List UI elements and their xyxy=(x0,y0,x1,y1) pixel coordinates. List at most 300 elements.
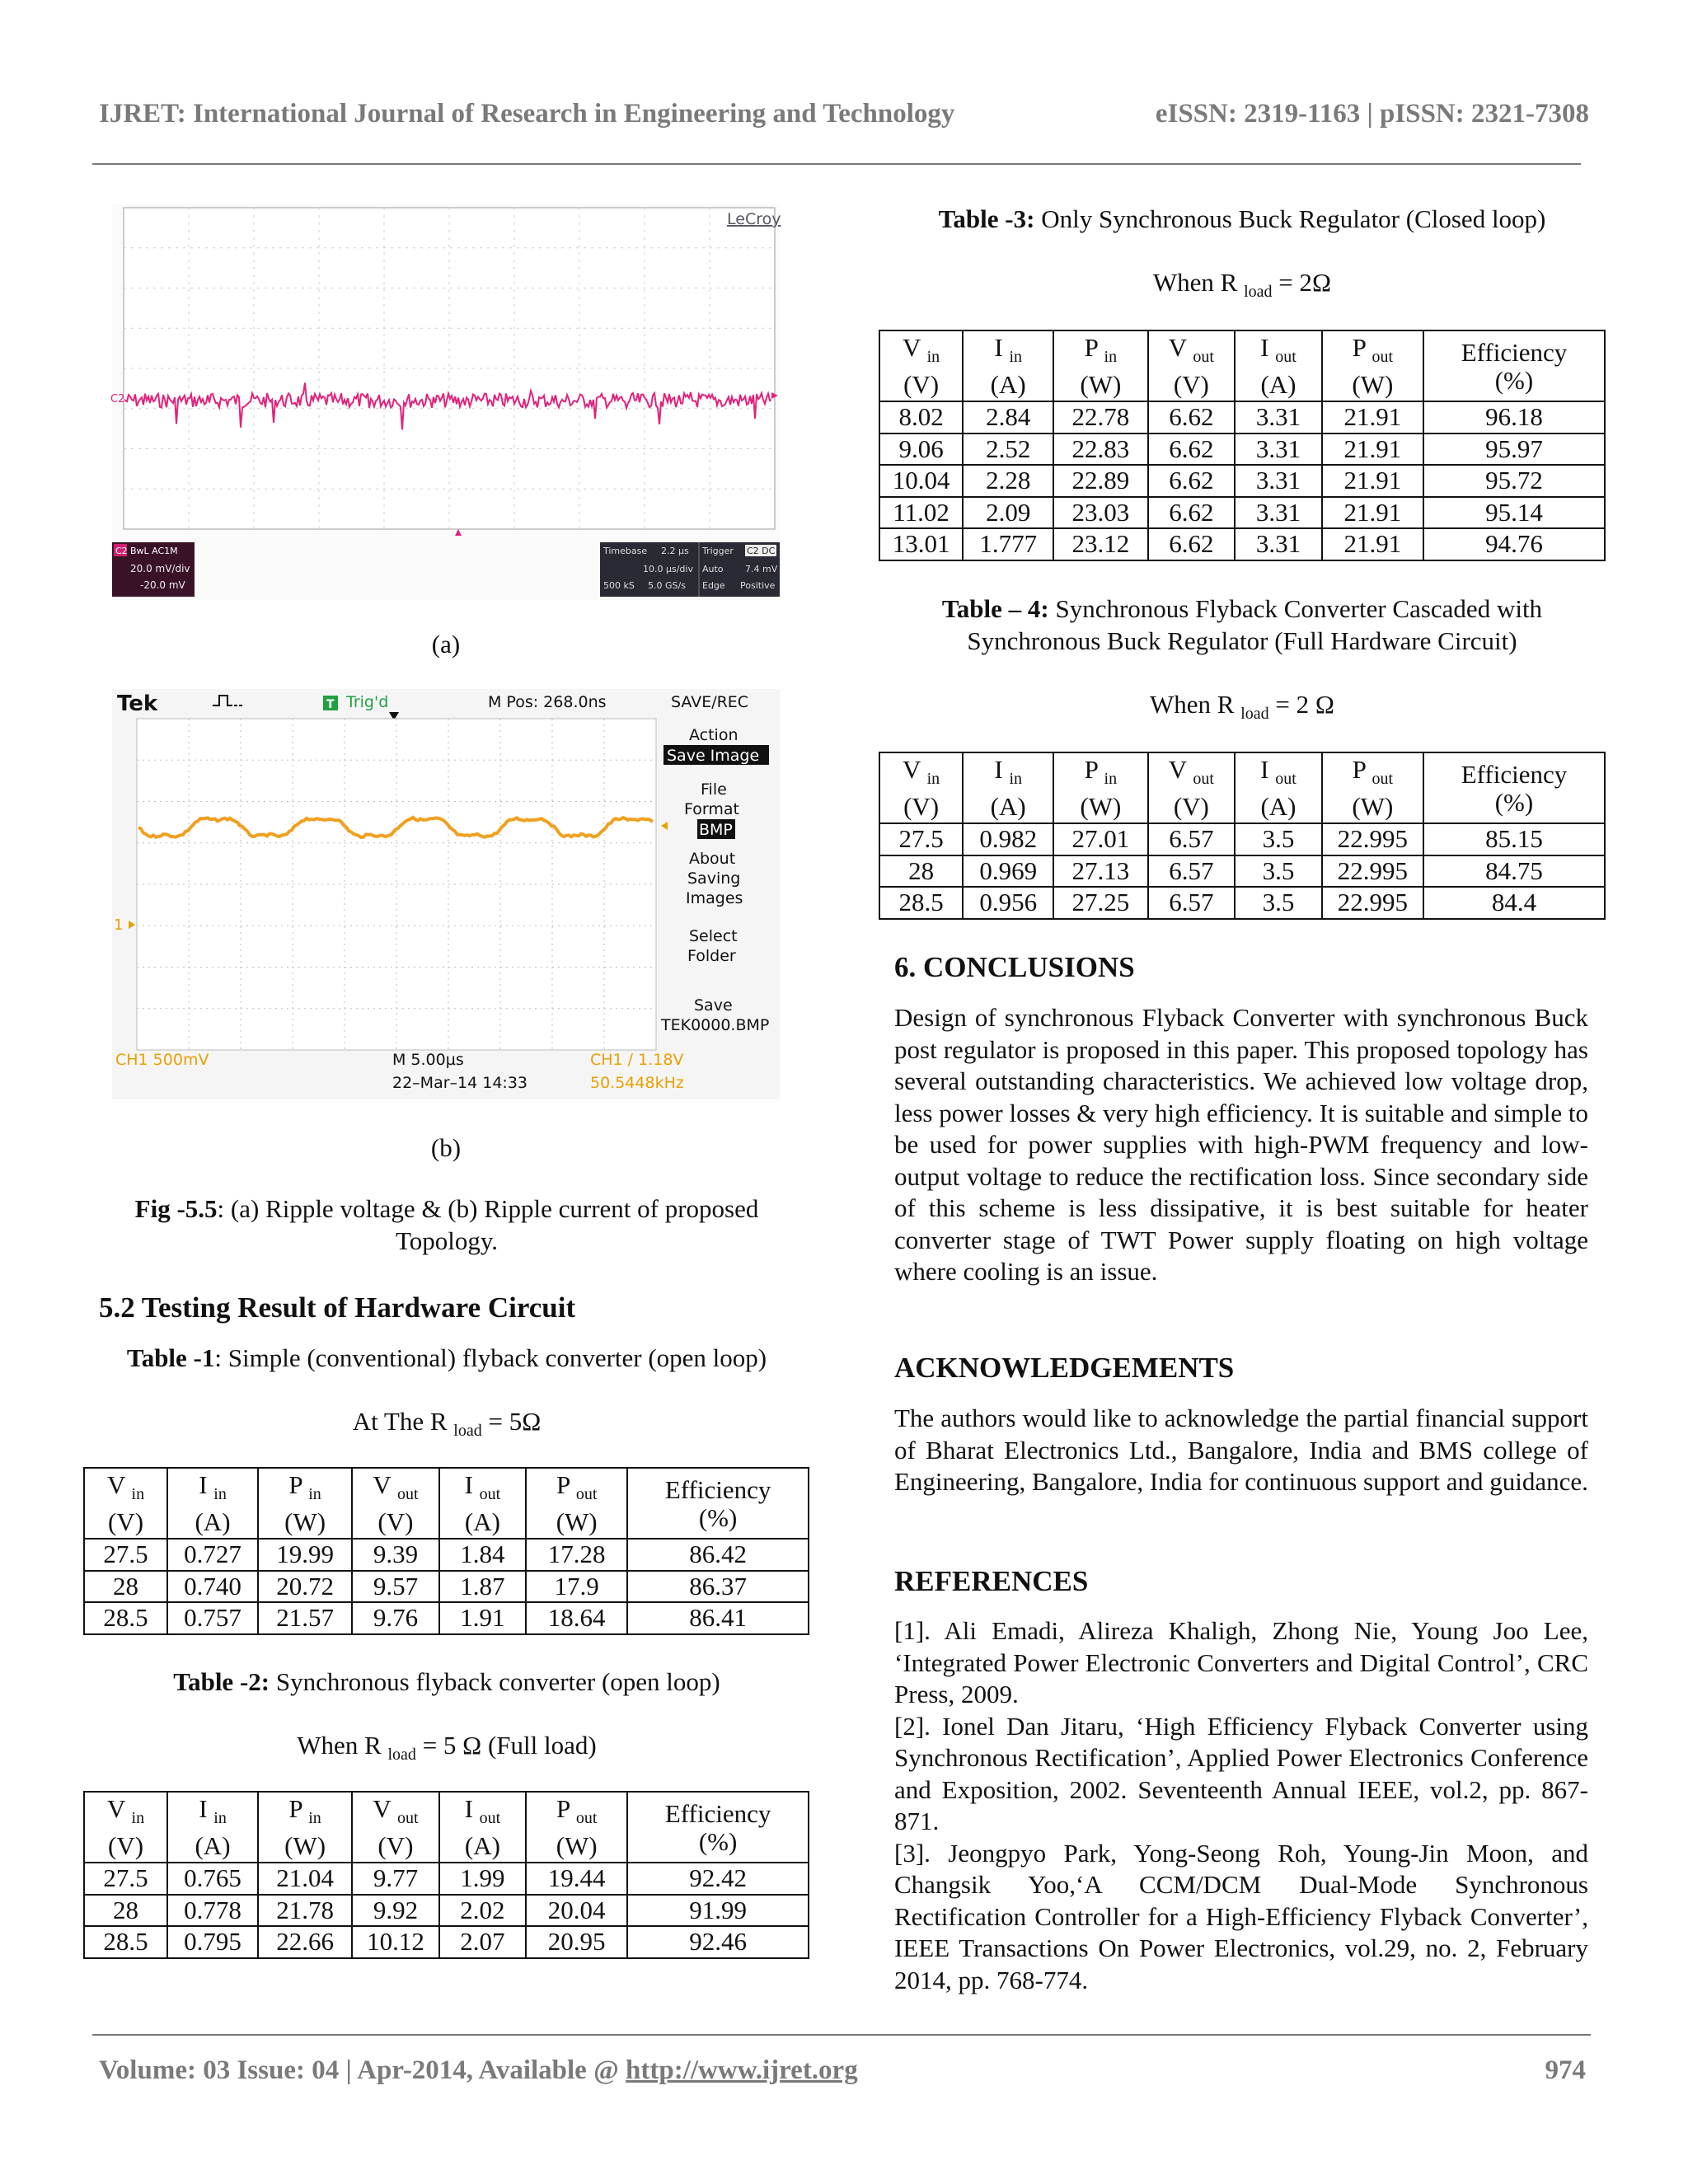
table-cell: 9.39 xyxy=(352,1539,438,1571)
table3-load-sub: load xyxy=(1244,283,1273,302)
table-cell: 6.62 xyxy=(1148,497,1236,529)
header-subscript: in xyxy=(926,770,940,789)
header-unit: (A) xyxy=(1260,370,1296,400)
header-symbol: V xyxy=(106,1794,125,1823)
references-list xyxy=(894,1615,1588,1996)
table-cell: 22.995 xyxy=(1322,823,1423,855)
table-cell: 9.77 xyxy=(352,1863,438,1895)
scope-b-screenshot xyxy=(112,689,780,1099)
table-cell: 1.99 xyxy=(439,1863,526,1895)
table-cell: 1.87 xyxy=(439,1571,526,1603)
scope-a-timebase-label: Timebase xyxy=(603,546,648,556)
trigger-arrow-icon xyxy=(455,529,462,536)
header-symbol: V xyxy=(373,1794,392,1823)
header-subscript: in xyxy=(1009,348,1022,367)
header-unit: (W) xyxy=(1352,792,1394,822)
header-unit: (W) xyxy=(284,1831,326,1861)
table3-caption xyxy=(879,204,1606,236)
header-subscript: in xyxy=(131,1809,145,1828)
table-cell: 27.13 xyxy=(1053,855,1147,888)
table-header-cell xyxy=(258,1792,352,1863)
table2-load-sub: load xyxy=(387,1746,416,1765)
header-subscript: in xyxy=(131,1485,145,1504)
table-header-cell xyxy=(1148,330,1236,401)
table1-load-prefix: At The R xyxy=(352,1407,448,1436)
table-cell: 22.66 xyxy=(258,1926,352,1958)
header-unit: (A) xyxy=(195,1507,231,1537)
trig-status: Trig'd xyxy=(346,693,389,711)
table-cell: 2.02 xyxy=(439,1895,526,1927)
table-header-cell xyxy=(1322,330,1423,401)
table-cell: 11.02 xyxy=(879,497,963,529)
header-unit: (V) xyxy=(903,792,940,822)
table-cell: 27.5 xyxy=(84,1863,167,1895)
scope-a-timebase-value: 2.2 µs xyxy=(661,546,689,556)
references-heading: REFERENCES xyxy=(894,1565,1089,1597)
header-subscript: in xyxy=(926,348,940,367)
table-cell: 21.04 xyxy=(258,1863,352,1895)
table-cell: 19.99 xyxy=(258,1539,352,1571)
table-cell: 6.57 xyxy=(1148,855,1236,888)
table1-caption-text: : Simple (conventional) flyback converter (open loop) xyxy=(214,1343,767,1372)
header-subscript: out xyxy=(1193,348,1214,367)
table-header-cell xyxy=(352,1468,438,1539)
table4-load-suffix: = 2 Ω xyxy=(1268,690,1334,719)
table3-load xyxy=(879,267,1606,308)
header-unit: (%) xyxy=(1494,787,1534,817)
table-cell: 3.5 xyxy=(1235,823,1322,855)
table-header-cell xyxy=(1423,752,1605,823)
table-cell: 84.4 xyxy=(1423,887,1605,919)
menu-format-label: Format xyxy=(684,800,739,818)
table-cell: 85.15 xyxy=(1423,823,1605,855)
table-header-cell xyxy=(352,1792,438,1863)
table-cell: 20.04 xyxy=(526,1895,627,1927)
scope-a-trigger-mode: Auto xyxy=(702,564,724,574)
table-cell: 22.995 xyxy=(1322,855,1423,888)
table-cell: 27.5 xyxy=(879,823,963,855)
table-cell: 21.91 xyxy=(1322,465,1423,497)
table-cell: 2.09 xyxy=(963,497,1053,529)
header-unit: (W) xyxy=(556,1831,598,1861)
header-symbol: P xyxy=(556,1794,570,1823)
table-cell: 28.5 xyxy=(84,1602,167,1634)
table-4 xyxy=(879,752,1606,920)
table-cell: 0.982 xyxy=(963,823,1053,855)
table-cell: 9.06 xyxy=(879,434,963,466)
table-cell: 22.995 xyxy=(1322,887,1423,919)
table-header-cell xyxy=(1235,330,1322,401)
table3-load-prefix: When R xyxy=(1152,268,1238,297)
table-cell: 91.99 xyxy=(627,1895,809,1927)
table-cell: 0.956 xyxy=(963,887,1053,919)
header-symbol: P xyxy=(556,1470,570,1499)
scope-a-timebase-div: 10.0 µs/div xyxy=(643,564,693,574)
header-symbol: P xyxy=(1352,333,1366,362)
tek-timebase: M 5.00µs xyxy=(392,1051,464,1069)
table-cell: 6.62 xyxy=(1148,528,1236,560)
table-header-cell xyxy=(627,1468,809,1539)
table-row xyxy=(879,497,1605,529)
header-unit: (W) xyxy=(1080,792,1122,822)
table-cell: 0.757 xyxy=(167,1602,258,1634)
table-header-cell xyxy=(84,1792,167,1863)
table2-caption-text: Synchronous flyback converter (open loop) xyxy=(270,1667,720,1696)
table-cell: 9.92 xyxy=(352,1895,438,1927)
table-header-cell xyxy=(1053,330,1147,401)
table-header-cell xyxy=(526,1468,627,1539)
table-cell: 8.02 xyxy=(879,401,963,434)
table-cell: 94.76 xyxy=(1423,528,1605,560)
table-cell: 10.12 xyxy=(352,1926,438,1958)
scope-a-graphic xyxy=(112,204,780,600)
header-unit: (A) xyxy=(990,792,1026,822)
header-symbol: V xyxy=(106,1470,125,1499)
header-subscript: out xyxy=(1372,348,1394,367)
header-unit: (W) xyxy=(556,1507,598,1537)
menu-format-value: BMP xyxy=(699,821,733,839)
header-subscript: out xyxy=(479,1485,501,1504)
header-symbol: P xyxy=(288,1794,302,1823)
table-cell: 20.95 xyxy=(526,1926,627,1958)
header-unit: (V) xyxy=(377,1831,414,1861)
header-subscript: in xyxy=(213,1485,227,1504)
header-symbol: Efficiency xyxy=(1461,759,1568,789)
scope-a-ch-vdiv: 20.0 mV/div xyxy=(130,563,190,574)
table-cell: 3.31 xyxy=(1235,401,1322,434)
table-header-cell xyxy=(1322,752,1423,823)
table1-load xyxy=(82,1406,811,1447)
header-subscript: out xyxy=(1193,770,1214,789)
tek-datetime: 22–Mar–14 14:33 xyxy=(392,1074,528,1092)
table-cell: 18.64 xyxy=(526,1602,627,1634)
scope-b-brand: Tek xyxy=(117,691,158,716)
scope-a-trigger-level: 7.4 mV xyxy=(745,564,778,574)
table2-caption xyxy=(82,1666,811,1699)
table-header-cell xyxy=(258,1468,352,1539)
table-1 xyxy=(83,1467,809,1635)
table-header-cell xyxy=(879,752,963,823)
table4-caption xyxy=(907,593,1578,657)
table-cell: 27.25 xyxy=(1053,887,1147,919)
table-cell: 9.57 xyxy=(352,1571,438,1603)
header-subscript: in xyxy=(1009,770,1022,789)
m-pos: M Pos: 268.0ns xyxy=(488,693,607,711)
header-symbol: V xyxy=(1168,755,1187,784)
header-unit: (V) xyxy=(1173,370,1209,400)
figure-caption-label: Fig -5.5 xyxy=(134,1194,218,1223)
table-cell: 27.01 xyxy=(1053,823,1147,855)
menu-about-3: Images xyxy=(686,889,743,907)
table4-caption-label: Table – 4: xyxy=(941,594,1049,623)
table-cell: 27.5 xyxy=(84,1539,167,1571)
header-subscript: in xyxy=(213,1809,227,1828)
acknowledgements-heading: ACKNOWLEDGEMENTS xyxy=(894,1352,1235,1384)
table-cell: 86.37 xyxy=(627,1571,809,1603)
header-symbol: Efficiency xyxy=(1461,337,1568,367)
menu-save-2: TEK0000.BMP xyxy=(661,1016,770,1034)
table1-caption xyxy=(82,1343,811,1375)
table-cell: 17.28 xyxy=(526,1539,627,1571)
table-cell: 3.31 xyxy=(1235,497,1322,529)
table-cell: 3.5 xyxy=(1235,887,1322,919)
menu-select-1: Select xyxy=(689,927,738,945)
table-cell: 0.740 xyxy=(167,1571,258,1603)
table4-load-prefix: When R xyxy=(1150,690,1235,719)
table-cell: 1.84 xyxy=(439,1539,526,1571)
header-unit: (W) xyxy=(1352,370,1394,400)
table-cell: 21.91 xyxy=(1322,528,1423,560)
table-header-cell xyxy=(439,1792,526,1863)
header-subscript: in xyxy=(1104,770,1118,789)
table-cell: 95.72 xyxy=(1423,465,1605,497)
table-cell: 13.01 xyxy=(879,528,963,560)
reference-item: [1]. Ali Emadi, Alireza Khaligh, Zhong Nie, Young Joo Lee, ‘Integrated Power Electronic Converters and Digital Control’, CRC Press, 2009. xyxy=(894,1616,1588,1708)
table2-load-suffix: = 5 Ω (Full load) xyxy=(415,1731,597,1760)
table-cell: 23.12 xyxy=(1053,528,1147,560)
scope-a-trigger-label: Trigger xyxy=(702,546,734,556)
table-cell: 3.31 xyxy=(1235,465,1322,497)
table-cell: 86.41 xyxy=(627,1602,809,1634)
scope-a-ch-mode: BwL AC1M xyxy=(130,546,178,556)
table-row xyxy=(879,401,1605,434)
conclusions-heading: 6. CONCLUSIONS xyxy=(894,951,1135,983)
table-cell: 19.44 xyxy=(526,1863,627,1895)
table-row xyxy=(84,1539,809,1571)
table4-load xyxy=(879,689,1606,730)
table-cell: 6.62 xyxy=(1148,465,1236,497)
tek-freq: 50.5448kHz xyxy=(590,1074,684,1092)
table-header-cell xyxy=(526,1792,627,1863)
menu-file-label: File xyxy=(701,780,727,799)
table-cell: 21.78 xyxy=(258,1895,352,1927)
scope-a-brand: LeCroy xyxy=(727,210,781,228)
header-unit: (V) xyxy=(108,1507,144,1537)
header-symbol: V xyxy=(903,333,921,362)
scope-a-channel-marker: C2 xyxy=(110,393,125,405)
table-row xyxy=(879,528,1605,560)
header-unit: (V) xyxy=(377,1507,414,1537)
scope-a-trigger-type: Edge xyxy=(702,580,725,591)
footer-volume-text: Volume: 03 Issue: 04 | Apr-2014, Available @ xyxy=(99,2055,626,2085)
page-number: 974 xyxy=(1545,2055,1586,2085)
table-cell: 0.778 xyxy=(167,1895,258,1927)
table-cell: 17.9 xyxy=(526,1571,627,1603)
header-unit: (A) xyxy=(1260,792,1296,822)
table-row xyxy=(84,1571,809,1603)
table-row xyxy=(879,855,1605,888)
header-symbol: P xyxy=(1352,755,1366,784)
header-symbol: P xyxy=(288,1470,302,1499)
table-row xyxy=(84,1895,809,1927)
table-header-cell xyxy=(439,1468,526,1539)
header-subscript: out xyxy=(396,1809,419,1828)
table-cell: 0.795 xyxy=(167,1926,258,1958)
table-header-cell xyxy=(167,1468,258,1539)
table-row xyxy=(879,887,1605,919)
header-subscript: in xyxy=(308,1809,321,1828)
header-symbol: I xyxy=(464,1794,473,1823)
scope-b-ch-marker: 1 xyxy=(114,916,124,934)
table-cell: 84.75 xyxy=(1423,855,1605,888)
scope-a-ch-offset: -20.0 mV xyxy=(140,579,185,591)
acknowledgements-text: The authors would like to acknowledge the partial financial support of Bharat Electronics Ltd., Bangalore, India and BMS college of Engineering, Bangalore, India for continuous support and guidance. xyxy=(894,1404,1588,1496)
table-cell: 28.5 xyxy=(84,1926,167,1958)
table-row xyxy=(84,1863,809,1895)
table1-load-suffix: = 5Ω xyxy=(481,1407,542,1436)
scope-a-sample: 500 kS xyxy=(603,580,635,591)
table-cell: 21.57 xyxy=(258,1602,352,1634)
table-cell: 6.57 xyxy=(1148,823,1236,855)
table-row xyxy=(84,1926,809,1958)
table-row xyxy=(84,1602,809,1634)
scope-a-ch-badge: C2 xyxy=(115,546,128,556)
table-cell: 3.5 xyxy=(1235,855,1322,888)
header-symbol: Efficiency xyxy=(664,1798,771,1828)
header-subscript: in xyxy=(308,1485,321,1504)
scope-a-screenshot xyxy=(112,204,780,600)
table-cell: 86.42 xyxy=(627,1539,809,1571)
menu-action-label: Action xyxy=(689,726,738,744)
trig-badge: T xyxy=(326,698,335,711)
scope-a-trigger-badge: C2 DC xyxy=(747,546,776,556)
table-cell: 21.91 xyxy=(1322,401,1423,434)
header-unit: (A) xyxy=(464,1507,500,1537)
header-rule xyxy=(92,163,1581,165)
table-2 xyxy=(83,1791,809,1959)
menu-about-1: About xyxy=(689,850,736,868)
header-subscript: out xyxy=(396,1485,419,1504)
table-cell: 0.969 xyxy=(963,855,1053,888)
table-cell: 3.31 xyxy=(1235,434,1322,466)
header-unit: (V) xyxy=(108,1831,144,1861)
table-cell: 92.46 xyxy=(627,1926,809,1958)
table-header-cell xyxy=(963,330,1053,401)
header-symbol: I xyxy=(994,333,1003,362)
table-cell: 1.91 xyxy=(439,1602,526,1634)
header-symbol: Efficiency xyxy=(664,1474,771,1504)
header-unit: (%) xyxy=(698,1826,738,1856)
figure-caption xyxy=(99,1193,795,1257)
table-cell: 10.04 xyxy=(879,465,963,497)
table-header-cell xyxy=(963,752,1053,823)
menu-about-2: Saving xyxy=(687,869,741,888)
table4-caption-text: Synchronous Flyback Converter Cascaded with Synchronous Buck Regulator (Full Hardware Circuit) xyxy=(967,594,1543,655)
header-symbol: V xyxy=(373,1470,392,1499)
menu-action-value: Save Image xyxy=(667,747,760,765)
table-cell: 95.14 xyxy=(1423,497,1605,529)
table1-caption-label: Table -1 xyxy=(126,1343,215,1372)
header-symbol: I xyxy=(994,755,1003,784)
table-cell: 0.727 xyxy=(167,1539,258,1571)
figure-caption-text: : (a) Ripple voltage & (b) Ripple current of proposed Topology. xyxy=(217,1194,759,1255)
tek-trig-info: CH1 ∕ 1.18V xyxy=(590,1051,684,1069)
table4-load-sub: load xyxy=(1240,705,1269,724)
header-symbol: P xyxy=(1084,333,1098,362)
table-3 xyxy=(879,330,1606,561)
table-cell: 21.91 xyxy=(1322,434,1423,466)
table-cell: 22.83 xyxy=(1053,434,1147,466)
menu-title: SAVE/REC xyxy=(671,693,749,711)
header-subscript: out xyxy=(1275,770,1296,789)
table2-load xyxy=(82,1730,811,1771)
header-unit: (V) xyxy=(1173,792,1209,822)
table-header-cell xyxy=(167,1792,258,1863)
header-symbol: I xyxy=(199,1794,208,1823)
table-cell: 22.89 xyxy=(1053,465,1147,497)
table-cell: 6.57 xyxy=(1148,887,1236,919)
table-header-cell xyxy=(1053,752,1147,823)
header-unit: (W) xyxy=(1080,370,1122,400)
header-symbol: I xyxy=(1260,333,1269,362)
footer-rule xyxy=(92,2034,1591,2036)
table-cell: 6.62 xyxy=(1148,434,1236,466)
footer-volume xyxy=(99,2055,858,2086)
table-cell: 96.18 xyxy=(1423,401,1605,434)
header-symbol: P xyxy=(1084,755,1098,784)
header-unit: (A) xyxy=(990,370,1026,400)
journal-title: IJRET: International Journal of Research in Engineering and Technology xyxy=(99,99,955,129)
table-cell: 22.78 xyxy=(1053,401,1147,434)
table-cell: 2.52 xyxy=(963,434,1053,466)
table1-load-sub: load xyxy=(453,1422,482,1441)
reference-item: [3]. Jeongpyo Park, Yong-Seong Roh, Young-Jin Moon, and Changsik Yoo,‘A CCM/DCM Dual-Mode Synchronous Rectification Controller for a High-Efficiency Flyback Converter’, IEEE Transactions On Power Electronics, vol.29, no. 2, February 2014, pp. 768-774. xyxy=(894,1838,1588,1994)
table-header-cell xyxy=(1423,330,1605,401)
table-row xyxy=(879,823,1605,855)
table2-caption-label: Table -2: xyxy=(173,1667,270,1696)
table-cell: 28 xyxy=(84,1571,167,1603)
table-row xyxy=(879,434,1605,466)
table-header-cell xyxy=(879,330,963,401)
table-header-cell xyxy=(84,1468,167,1539)
table-cell: 2.07 xyxy=(439,1926,526,1958)
table2-load-prefix: When R xyxy=(297,1731,382,1760)
menu-save-1: Save xyxy=(694,996,733,1015)
header-unit: (A) xyxy=(464,1831,500,1861)
caption-a: (a) xyxy=(431,630,461,658)
table-header-cell xyxy=(1235,752,1322,823)
table-cell: 28 xyxy=(879,855,963,888)
table3-load-suffix: = 2Ω xyxy=(1272,268,1332,297)
table-cell: 2.84 xyxy=(963,401,1053,434)
table-cell: 3.31 xyxy=(1235,528,1322,560)
conclusions-text: Design of synchronous Flyback Converter with synchronous Buck post regulator is proposed in this paper. This proposed topology has several outstanding characteristics. We achieved low voltage drop, less power losses & very high efficiency. It is suitable and simple to be used for power supplies with high-PWM frequency and low-output voltage to reduce the rectification loss. Since secondary side of this scheme is less dissipative, it is best suitable for heater converter stage of TWT Power supply floating on high voltage where cooling is an issue. xyxy=(894,1003,1588,1286)
section-5-2-heading: 5.2 Testing Result of Hardware Circuit xyxy=(99,1291,576,1324)
table-cell: 23.03 xyxy=(1053,497,1147,529)
scope-b-graphic xyxy=(112,689,780,1099)
header-unit: (V) xyxy=(903,370,940,400)
header-subscript: out xyxy=(479,1809,501,1828)
caption-b: (b) xyxy=(430,1133,462,1162)
header-unit: (A) xyxy=(195,1831,231,1861)
journal-issn: eISSN: 2319-1163 | pISSN: 2321-7308 xyxy=(1155,99,1589,129)
table-cell: 1.777 xyxy=(963,528,1053,560)
table-cell: 9.76 xyxy=(352,1602,438,1634)
table-cell: 6.62 xyxy=(1148,401,1236,434)
header-subscript: in xyxy=(1104,348,1118,367)
header-unit: (%) xyxy=(698,1502,738,1532)
table-cell: 2.28 xyxy=(963,465,1053,497)
header-subscript: out xyxy=(575,1809,598,1828)
header-symbol: V xyxy=(1168,333,1187,362)
table3-caption-text: Only Synchronous Buck Regulator (Closed loop) xyxy=(1034,204,1546,233)
table-cell: 28 xyxy=(84,1895,167,1927)
header-unit: (%) xyxy=(1494,365,1534,395)
footer-url-link[interactable]: http://www.ijret.org xyxy=(626,2055,858,2085)
ch1-scale: CH1 500mV xyxy=(115,1051,209,1069)
table-cell: 92.42 xyxy=(627,1863,809,1895)
table-cell: 28.5 xyxy=(879,887,963,919)
